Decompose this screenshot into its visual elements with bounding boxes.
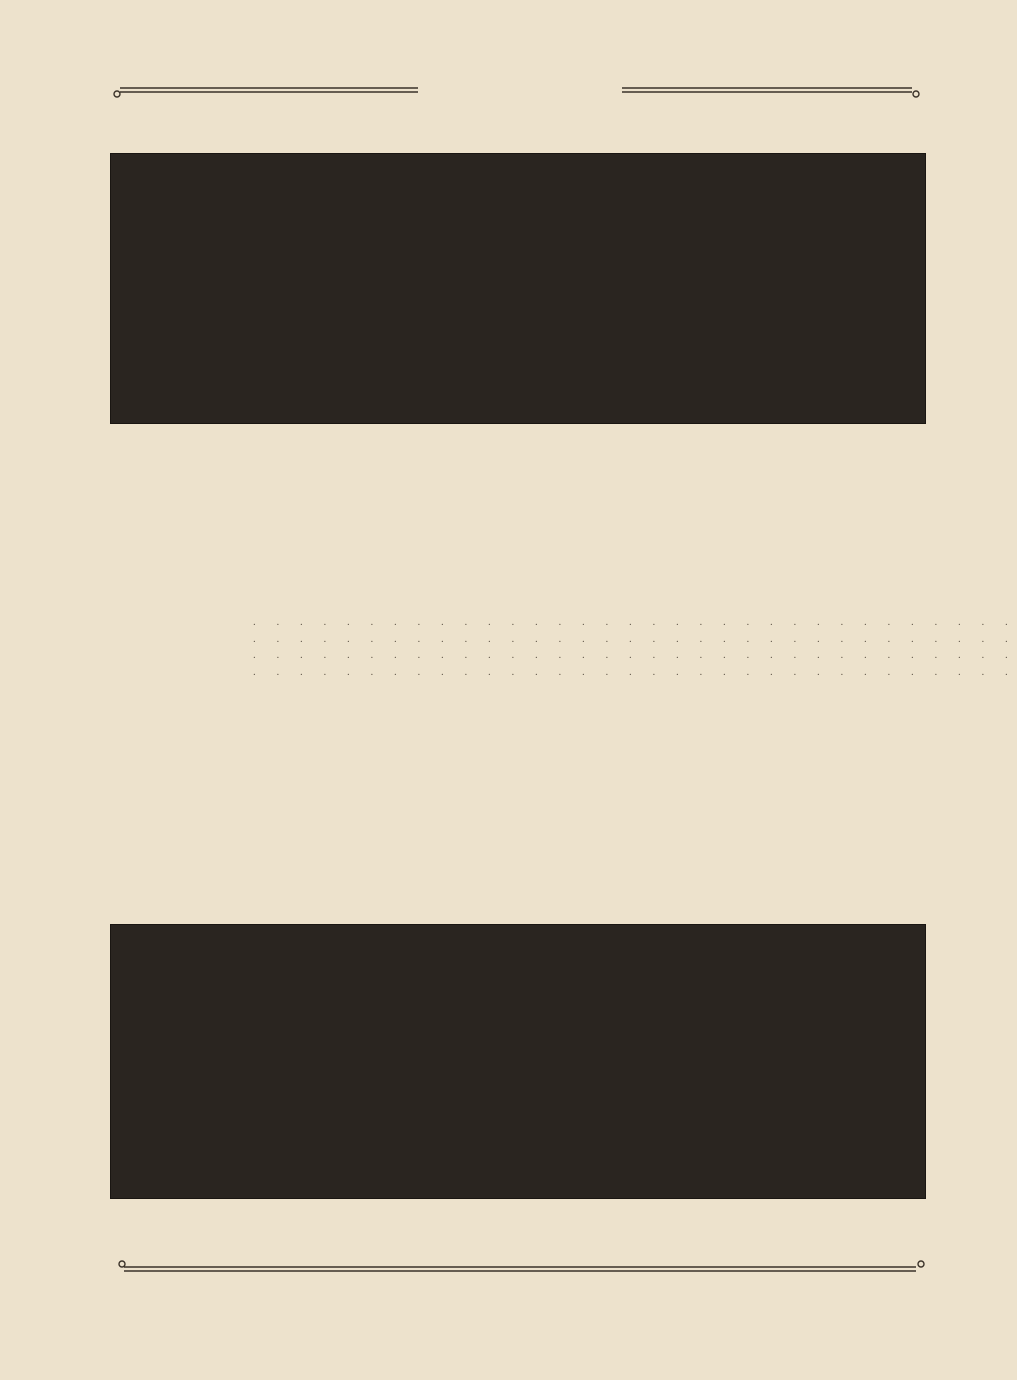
officer-row [249,647,1017,664]
footer-ornament-rule [116,1258,928,1278]
leader-dots: . . . . . . . . . . . . . . . . . . . . . . . . . . . . . . . . . [253,616,1017,628]
leader-dots: . . . . . . . . . . . . . . . . . . . . . . . . . . . . . . . . . [253,632,1017,645]
officers-photo-bottom [110,924,926,1199]
group-photo-top [110,153,926,424]
officer-row [249,614,1017,631]
group-photo-top-image [110,153,926,424]
officer-row [249,664,1017,681]
leader-dots: . . . . . . . . . . . . . . . . . . . . . . . . . . . . . . . . . [253,665,1017,678]
page-header [112,76,922,106]
header-ornament-rule [112,76,922,106]
leader-dots: . . . . . . . . . . . . . . . . . . . . . . . . . . . . . . . . . [253,649,1017,661]
officers-photo-bottom-image [110,924,926,1199]
officer-row [249,631,1017,648]
officers-list [249,614,1017,680]
